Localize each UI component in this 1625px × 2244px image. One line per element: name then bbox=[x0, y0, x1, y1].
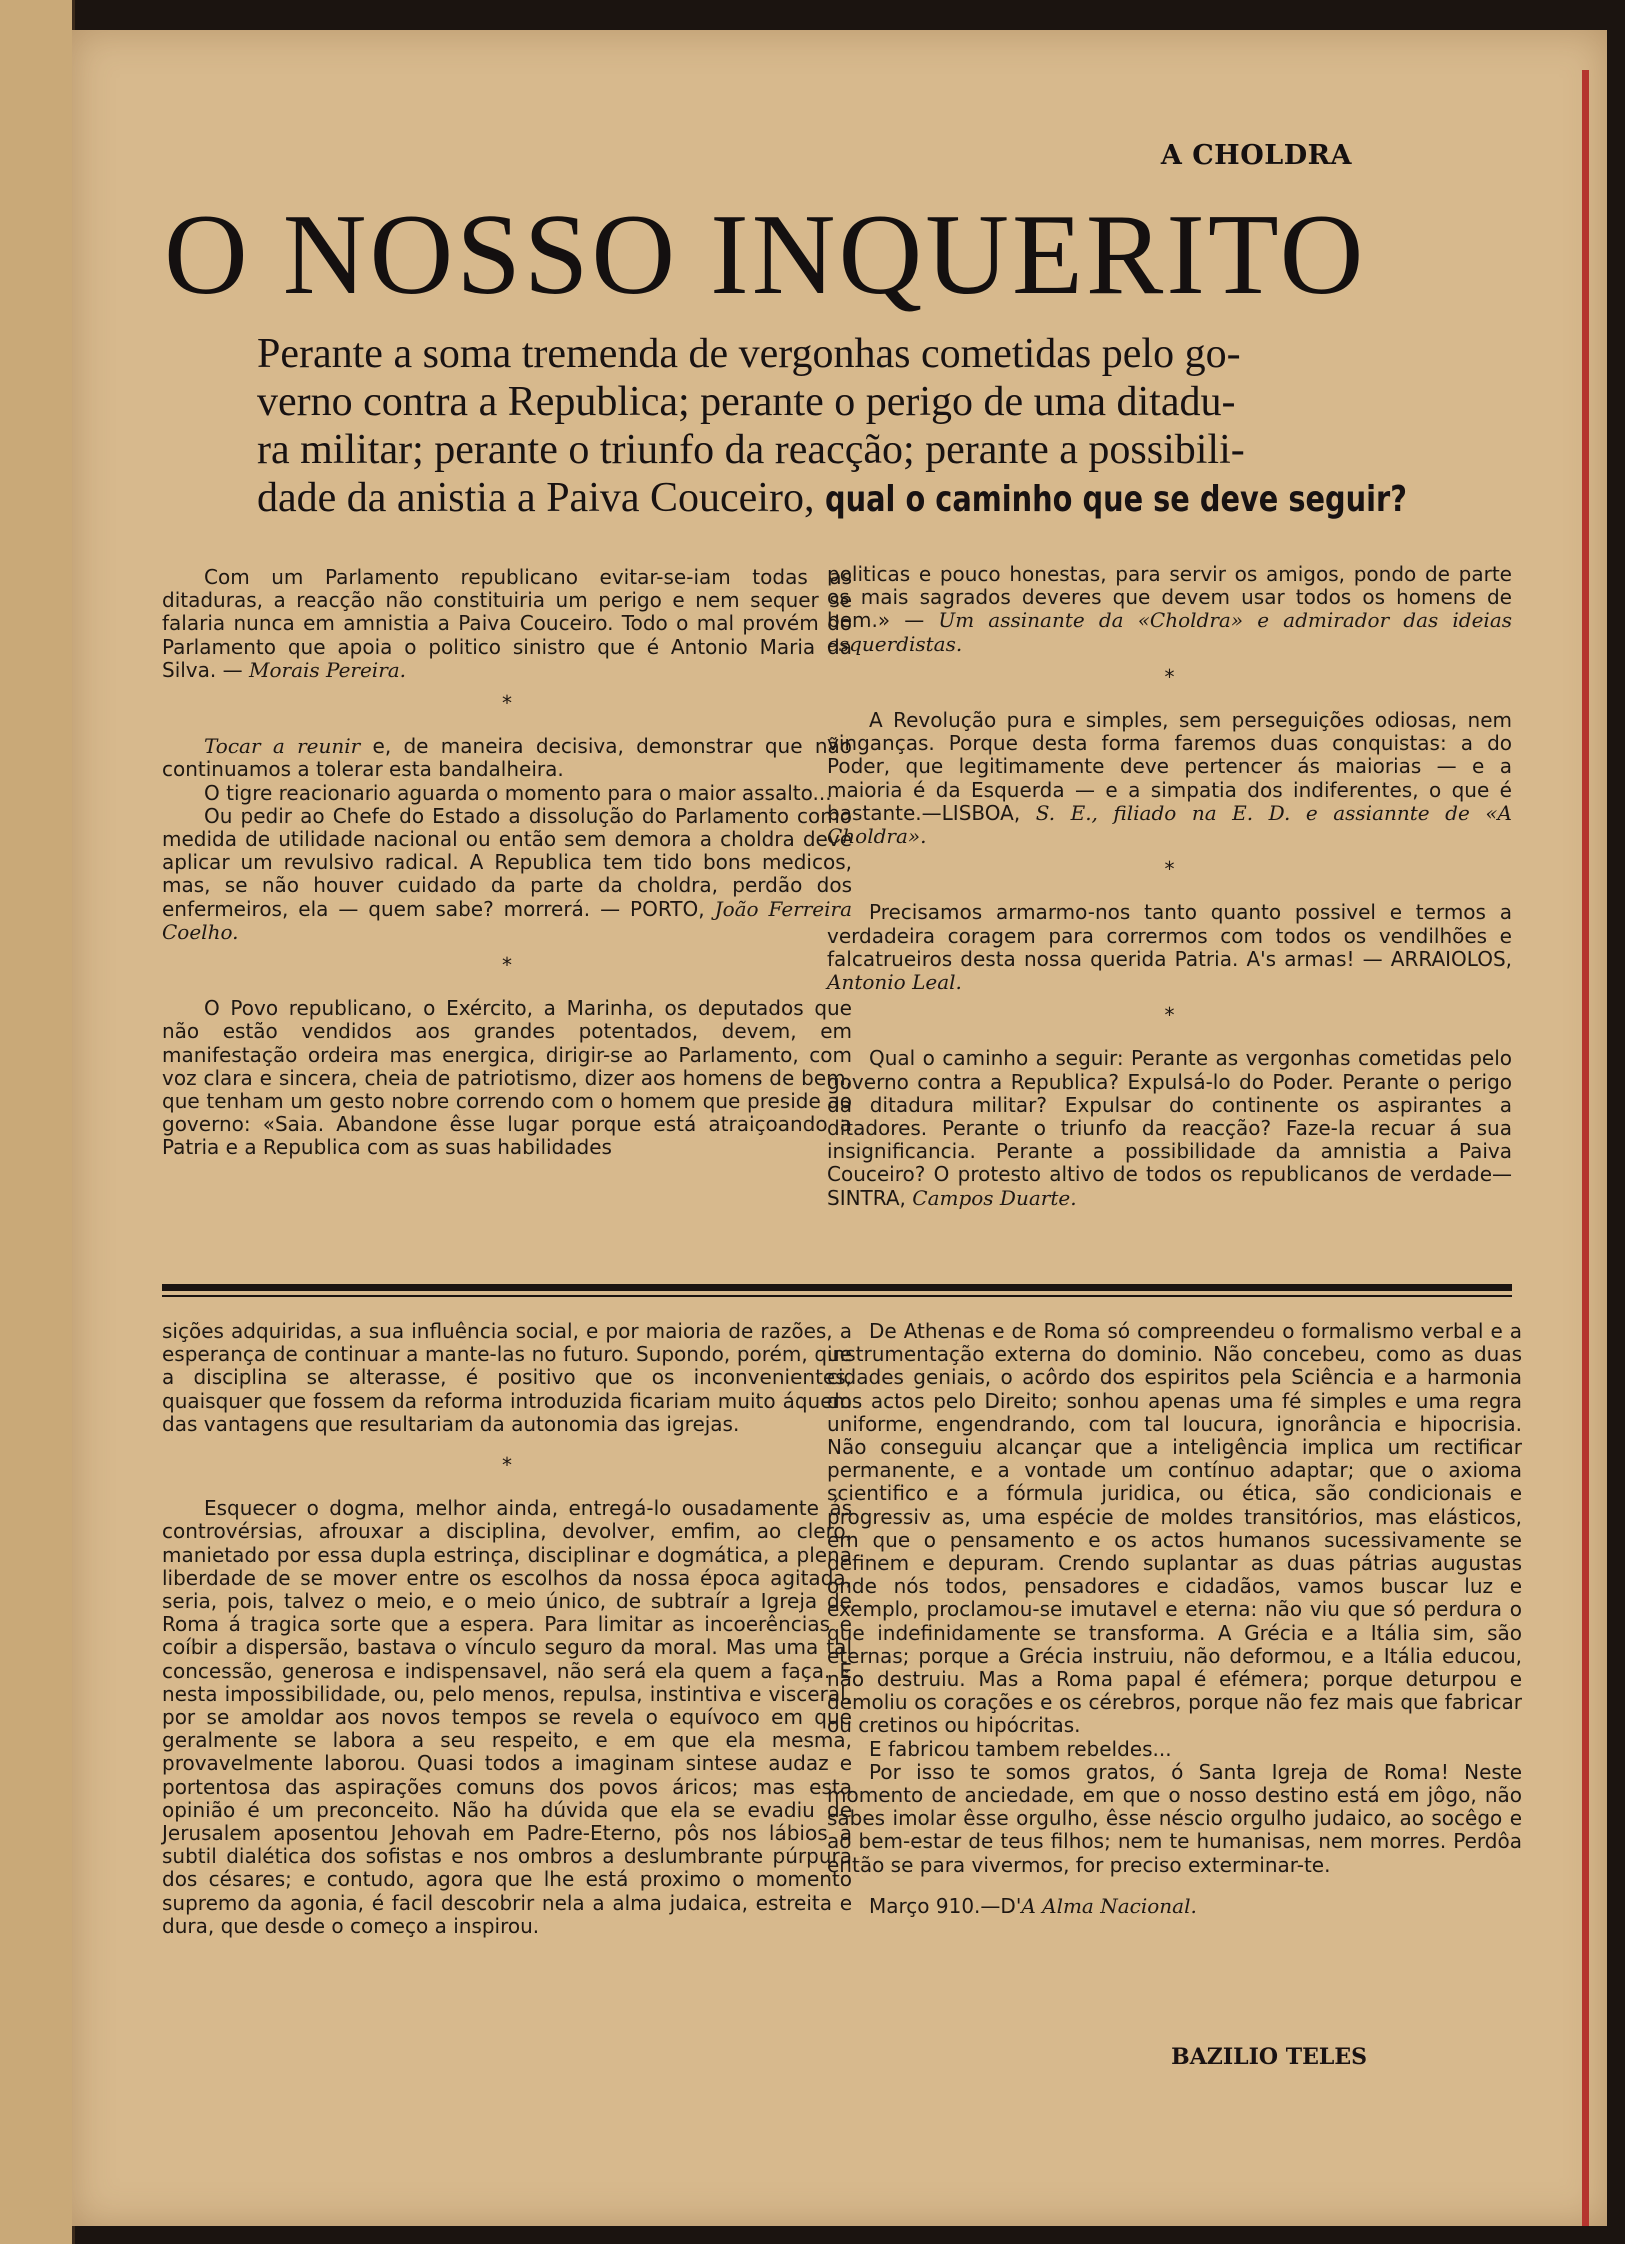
page-red-edge bbox=[1582, 70, 1589, 2226]
response-text: e, de maneira decisiva, demonstrar que não continuamos a tolerar esta bandalheira. bbox=[162, 734, 852, 782]
author-signature: BAZILIO TELES bbox=[1171, 2044, 1367, 2070]
response-author: Campos Duarte. bbox=[912, 1185, 1077, 1210]
page-gutter bbox=[0, 0, 75, 2244]
response-paragraph: O Povo republicano, o Exército, a Marinha, os deputados que não estão vendidos aos grandes potentados, devem, em manifestação ordeira mas energica, dirigir-se ao Parlamento, com voz clara e sincera, cheia de patriotismo, dizer aos homens de bem, que tenham um gesto nobre correndo com o homem que preside ao governo: «Saia. Abandone êsse lugar porque está atraiçoando a Patria e a Republica com as suas habilidades bbox=[162, 996, 852, 1160]
response-paragraph bbox=[827, 709, 1512, 848]
lead-line: ra militar; perante o triunfo da reacção; perante a possibili- bbox=[257, 427, 1245, 473]
lead-question-bold: qual o caminho que se deve seguir? bbox=[824, 479, 1407, 520]
dateline-source: A Alma Nacional. bbox=[1021, 1893, 1197, 1918]
lead-line-text: dade da anistia a Paiva Couceiro, bbox=[257, 475, 815, 521]
column-top-right bbox=[827, 563, 1512, 1210]
response-author: Antonio Leal. bbox=[827, 970, 962, 995]
page-title: O NOSSO INQUERITO bbox=[164, 191, 1367, 319]
dateline-text: Março 910.—D' bbox=[869, 1893, 1022, 1918]
response-text: Ou pedir ao Chefe do Estado a dissolução do Parlamento como medida de utilidade nacional ou então sem demora a choldra deve aplicar um revulsivo radical. A Republica tem tido bons medicos, mas, se não houver cuidado da parte da choldra, perdão dos enfermeiros, ela — quem sabe? morrerá. — PORTO, bbox=[162, 803, 852, 921]
response-paragraph bbox=[162, 566, 852, 682]
lead-line-last bbox=[257, 474, 1437, 524]
response-text: politicas e pouco honestas, para servir os amigos, pondo de parte os mais sagrados deveres que devem usar todos os homens de bem.» — bbox=[827, 562, 1512, 633]
section-divider-thin bbox=[162, 1295, 1512, 1297]
newspaper-page bbox=[72, 30, 1607, 2226]
response-author: Um assinante da «Choldra» e admirador das ideias esquerdistas. bbox=[827, 608, 1513, 656]
response-text: A Revolução pura e simples, sem perseguições odiosas, nem vinganças. Porque desta forma faremos duas conquistas: a do Poder, que legitimamente deve pertencer ás maiorias — e a maioria é da Esquerda — e a simpatia dos indiferentes, o que é bastante.—LISBOA, bbox=[827, 708, 1512, 825]
response-author: João Ferreira Coelho. bbox=[162, 896, 853, 944]
separator-star: * bbox=[502, 691, 512, 716]
lead-line: Perante a soma tremenda de vergonhas cometidas pelo go- bbox=[257, 331, 1241, 377]
lead-line: verno contra a Republica; perante o perigo de uma ditadu- bbox=[257, 379, 1236, 425]
response-paragraph bbox=[827, 901, 1512, 994]
article-paragraph: E fabricou tambem rebeldes... bbox=[869, 1736, 1172, 1761]
article-paragraph: sições adquiridas, a sua influência social, e por maioria de razões, a esperança de continuar a mante-las no futuro. Supondo, porém, que a disciplina se alterasse, é positivo que os inconvenientes, quaisquer que fossem da reforma introduzida ficariam muito áquem das vantagens que resultariam da autonomia das igrejas. bbox=[162, 1319, 852, 1436]
separator-star: * bbox=[1164, 857, 1175, 882]
response-text: Precisamos armarmo-nos tanto quanto possivel e termos a verdadeira coragem para corrermos com todos os vendilhões e falcatrueiros desta nossa querida Patria. A's armas! — ARRAIOLOS, bbox=[827, 900, 1512, 971]
column-bottom-right bbox=[827, 1320, 1522, 1918]
article-paragraph: Por isso te somos gratos, ó Santa Igreja de Roma! Neste momento de anciedade, em que o nosso destino está em jôgo, não sabes imolar êsse orgulho, êsse néscio orgulho judaico, ao socêgo e ao bem-estar de teus filhos; nem te humanisas, nem morres. Perdôa então se para vivermos, for preciso exterminar-te. bbox=[827, 1759, 1522, 1877]
column-bottom-left bbox=[162, 1320, 852, 1938]
response-author: S. E., filiado na E. D. e assiannte de «A Choldra». bbox=[827, 800, 1513, 849]
emphasis-text: Tocar a reunir bbox=[204, 734, 361, 759]
response-paragraph bbox=[827, 1047, 1512, 1209]
separator-star: * bbox=[502, 1453, 512, 1478]
article-paragraph: De Athenas e de Roma só compreendeu o formalismo verbal e a instrumentação externa do dominio. Não concebeu, como as duas cidades geniais, o acôrdo dos espiritos pela Sciência e a harmonia dos actos pelo Direito; sonhou apenas uma fé simples e uma regra uniforme, engendrando, com tal loucura, ignorância e hipocrisia. Não conseguiu alcançar que a inteligência implica um rectificar permanente, e a vontade um contínuo adaptar; que o axioma scientifico e a fórmula juridica, ou ética, são condicionais e progressiv as, uma espécie de moldes transitórios, mas elásticos, em que o pensamento e os actos humanos sucessivamente se definem e depuram. Crendo suplantar as duas pátrias augustas onde nós todos, pensadores e cidadãos, vamos buscar luz e exemplo, proclamou-se imutavel e eterna: não viu que só perdura o que indefinidamente se transforma. A Grécia e a Itália sim, são eternas; porque a Grécia instruiu, não deformou, e a Itália educou, não destruiu. Mas a Roma papal é efémera; porque deturpou e demoliu os corações e os cérebros, porque não fez mais que fabricar ou cretinos ou hipócritas. bbox=[827, 1319, 1522, 1738]
separator-star: * bbox=[502, 953, 512, 978]
article-paragraph: Esquecer o dogma, melhor ainda, entregá-lo ousadamente ás controvérsias, afrouxar a disciplina, devolver, emfim, ao clero, manietado por essa dupla estrinça, disciplinar e dogmática, a plena liberdade de se mover entre os escolhos da nossa época agitada, seria, pois, talvez o meio, e o meio único, de subtraír a Igreja de Roma á tragica sorte que a espera. Para limitar as incoerências e coíbir a dispersão, bastava o vínculo seguro da moral. Mas uma tal concessão, generosa e indispensavel, não será ela quem a faça. E nesta impossibilidade, ou, pelo menos, repulsa, instintiva e visceral, por se amoldar aos novos tempos se revela o equívoco em que geralmente se labora a seu respeito, e em que ela mesma, provavelmente laborou. Quasi todos a imaginam sintese audaz e portentosa das aspirações comuns dos povos áricos; mas esta opinião é um preconceito. Não ha dúvida que ela se evadiu de Jerusalem aposentou Jehovah em Padre-Eterno, pôs nos lábios a subtil dialética dos sofistas e nos ombros a deslumbrante púrpura dos césares; e contudo, agora que lhe está proximo o momento supremo da agonia, é facil descobrir nela a alma judaica, estreita e dura, que desde o começo a inspirou. bbox=[162, 1496, 852, 1938]
response-text: Qual o caminho a seguir: Perante as vergonhas cometidas pelo governo contra a Republica? Expulsá-lo do Poder. Perante o perigo da ditadura militar? Expulsar do continente os aspirantes a ditadores. Perante o triunfo da reacção? Faze-la recuar á sua insignificancia. Perante a possibilidade da amnistia a Paiva Couceiro? O protesto altivo de todos os republicanos de verdade—SINTRA, bbox=[827, 1046, 1512, 1210]
response-author: Morais Pereira. bbox=[248, 657, 407, 682]
response-paragraph bbox=[162, 805, 852, 944]
response-paragraph bbox=[162, 735, 852, 781]
column-top-left bbox=[162, 566, 852, 1160]
separator-star: * bbox=[1164, 664, 1175, 689]
section-divider bbox=[162, 1284, 1512, 1291]
response-text: Com um Parlamento republicano evitar-se-iam todas as ditaduras, a reacção não constituiria um perigo e nem sequer se falaria nunca em amnistia a Paiva Couceiro. Todo o mal provém do Parlamento que apoia o politico sinistro que é Antonio Maria da Silva. — bbox=[162, 565, 852, 682]
separator-star: * bbox=[1164, 1003, 1175, 1028]
lead-question bbox=[257, 330, 1437, 524]
dateline bbox=[827, 1895, 1522, 1918]
response-paragraph: O tigre reacionario aguarda o momento para o maior assalto... bbox=[204, 780, 832, 805]
section-label: A CHOLDRA bbox=[1160, 140, 1352, 171]
response-paragraph bbox=[827, 563, 1512, 656]
